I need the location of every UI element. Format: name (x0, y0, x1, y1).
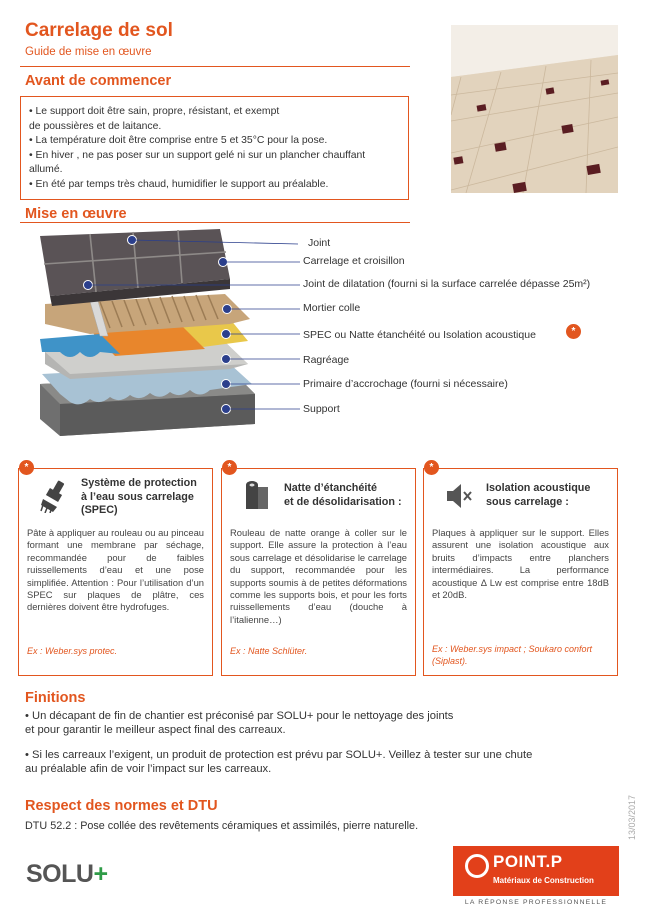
card-title (486, 482, 590, 509)
implementation-heading: Mise en œuvre (25, 206, 127, 222)
before-line: allumé. (29, 164, 63, 175)
callout-tiles: Carrelage et croisillon (303, 255, 405, 267)
card-title-line: et de désolidarisation : (284, 495, 402, 508)
roll-icon (242, 479, 272, 513)
card-acoustic (423, 462, 618, 676)
card-title-line: sous carrelage : (486, 495, 569, 508)
callout-primer: Primaire d’accrochage (fourni si nécessaire) (303, 378, 508, 390)
card-spec (18, 462, 213, 676)
asterisk-badge: * (19, 460, 34, 475)
norms-text: DTU 52.2 : Pose collée des revêtements céramiques et assimilés, pierre naturelle. (25, 820, 419, 832)
norms-heading: Respect des normes et DTU (25, 798, 218, 814)
card-body: Plaques à appliquer sur le support. Elles assurent une isolation acoustique aux bruits d’impacts entre planchers intermédiaires. La performance acoustique Δ Lw est comprise entre 18dB et 20dB. (432, 527, 609, 601)
before-line: • La température doit être comprise entre 5 et 35°C pour la pose. (29, 135, 328, 146)
card-example: Ex : Natte Schlüter. (230, 646, 308, 656)
document-date: 13/03/2017 (627, 794, 637, 840)
implementation-rule (20, 222, 410, 223)
callout-screed: Ragréage (303, 354, 350, 366)
page-title: Carrelage de sol (25, 20, 173, 41)
callout-mortar: Mortier colle (303, 302, 361, 314)
callout-spec: SPEC ou Natte étanchéité ou Isolation acoustique (303, 329, 536, 341)
solu-logo (26, 860, 108, 889)
callout-support: Support (303, 403, 340, 415)
card-body: Rouleau de natte orange à coller sur le support. Elle assure la protection à l’eau sous carrelage et désolidarise le carrelage du support, recommandée pour les supports soumis à de petites déformations comme les supports bois, et pour les forts ruissellements d’eau (douche à l’italienne…) (230, 527, 407, 625)
finitions-heading: Finitions (25, 690, 86, 706)
card-title-line: Isolation acoustique (486, 482, 591, 494)
asterisk-badge: * (566, 324, 581, 339)
card-title (81, 477, 197, 518)
solu-logo-plus: + (93, 860, 108, 888)
finitions-line: et pour garantir le meilleur aspect final des carreaux. (25, 724, 286, 736)
asterisk-badge: * (424, 460, 439, 475)
card-title (284, 482, 402, 509)
card-title-line: Système de protection (81, 477, 197, 489)
before-line: • Le support doit être sain, propre, résistant, et exempt (29, 106, 280, 117)
before-heading: Avant de commencer (25, 73, 172, 89)
pointp-logo (453, 846, 619, 896)
finitions-line: au préalable afin de voir l’impact sur les carreaux. (25, 763, 272, 775)
callout-joint: Joint (308, 237, 331, 249)
page-subtitle: Guide de mise en œuvre (25, 46, 152, 58)
pointp-emblem-icon (465, 854, 489, 878)
pointp-subtitle: Matériaux de Construction (493, 876, 594, 885)
card-title-line: (SPEC) (81, 504, 118, 516)
solu-logo-text: SOLU (26, 860, 94, 888)
before-line: de poussières et de laitance. (29, 120, 162, 132)
tile-floor-photo (451, 25, 618, 193)
callout-expansion-joint: Joint de dilatation (fourni si la surface carrelée dépasse 25m²) (303, 278, 591, 290)
pointp-brand: POINT.P (493, 852, 563, 871)
card-title-line: à l’eau sous carrelage (81, 490, 194, 503)
brush-icon (39, 479, 69, 513)
before-box (20, 96, 409, 200)
mute-speaker-icon (444, 479, 474, 513)
finitions-line: • Un décapant de fin de chantier est préconisé par SOLU+ pour le nettoyage des joints (25, 710, 454, 722)
card-body: Pâte à appliquer au rouleau ou au pinceau formant une membrane par séchage, recommandée pour de faibles ruissellements d’eau et une pose simplifiée. Attention : Pour l’utilisation d’un SPEC sur plaques de plâtre, ces dernières doivent être hydrofuges. (27, 527, 204, 613)
title-divider (20, 66, 410, 67)
before-line: • En été par temps très chaud, humidifier le support au préalable. (29, 178, 329, 190)
card-example: Ex : Weber.sys protec. (27, 646, 118, 656)
before-line: • En hiver , ne pas poser sur un support gelé ni sur un plancher chauffant (29, 149, 366, 161)
pointp-tagline: LA RÉPONSE PROFESSIONNELLE (464, 899, 608, 906)
card-mat (221, 462, 416, 676)
card-title-line: Natte d’étanchéité (284, 482, 377, 494)
asterisk-badge: * (222, 460, 237, 475)
card-example: Ex : Weber.sys impact ; Soukaro confort (Siplast). (432, 644, 593, 666)
finitions-line: • Si les carreaux l’exigent, un produit de protection est prévu par SOLU+. Veillez à tester sur une chute (25, 749, 533, 761)
